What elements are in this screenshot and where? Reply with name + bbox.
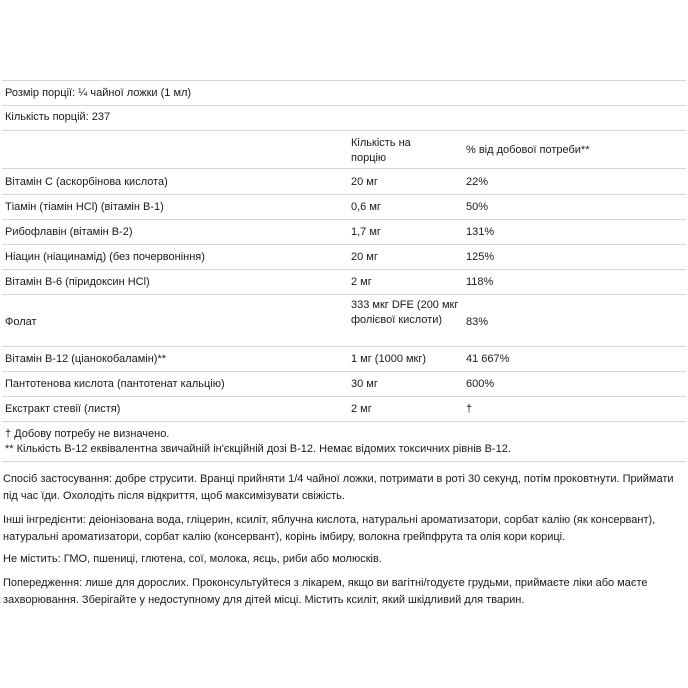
nutrient-dv: 131% — [466, 226, 495, 238]
nutrient-dv: † — [466, 403, 473, 415]
nutrient-name: Рибофлавін (вітамін B-2) — [5, 226, 133, 238]
divider — [2, 346, 686, 347]
divider — [2, 269, 686, 270]
nutrient-amount: 20 мг — [351, 251, 378, 263]
divider — [2, 421, 686, 422]
divider — [2, 371, 686, 372]
nutrient-name: Тіамін (тіамін HCl) (вітамін B-1) — [5, 201, 164, 213]
divider — [2, 219, 686, 220]
servings-count: Кількість порцій: 237 — [5, 111, 111, 123]
divider — [2, 80, 686, 81]
nutrient-name: Пантотенова кислота (пантотенат кальцію) — [5, 378, 225, 390]
nutrient-name: Ніацин (ніацинамід) (без почервоніння) — [5, 251, 205, 263]
nutrient-dv: 22% — [466, 176, 489, 188]
nutrient-dv: 118% — [466, 276, 494, 288]
nutrient-name: Фолат — [5, 316, 37, 328]
divider — [2, 105, 686, 106]
nutrient-name: Вітамін B-12 (ціанокобаламін)** — [5, 353, 167, 365]
free-of-text: Не містить: ГМО, пшениці, глютена, сої, молока, яєць, риби або молюсків. — [3, 553, 382, 565]
nutrient-name: Екстракт стевії (листя) — [5, 403, 121, 415]
nutrient-name: Вітамін B-6 (піридоксин HCl) — [5, 276, 150, 288]
nutrient-dv: 600% — [466, 378, 495, 390]
divider — [2, 194, 686, 195]
nutrient-amount: 2 мг — [351, 403, 372, 415]
other-ingredients-text: Інші інгредієнти: деіонізована вода, гліцерин, ксиліт, яблучна кислота, натуральні ароматизатори, сорбат калію (як консервант), натуральні ароматизатори, сорбат калію (консервант), корінь імбиру, волокна грейпфрута та олія кори кориці. — [3, 514, 656, 543]
footnote-dagger: † Добову потребу не визначено. — [5, 428, 170, 440]
column-header-dv: % від добової потреби** — [466, 144, 590, 156]
nutrient-amount: 30 мг — [351, 378, 378, 390]
column-header-amount: Кількість на порцію — [351, 137, 411, 164]
divider — [2, 244, 686, 245]
nutrient-dv: 83% — [466, 316, 489, 328]
nutrient-amount: 1,7 мг — [351, 226, 381, 238]
divider — [2, 461, 686, 462]
nutrient-amount: 333 мкг DFE (200 мкг фолієвої кислоти) — [351, 299, 459, 326]
nutrient-dv: 125% — [466, 251, 495, 263]
nutrient-amount: 2 мг — [351, 276, 372, 288]
nutrient-name: Вітамін С (аскорбінова кислота) — [5, 176, 168, 188]
divider — [2, 130, 686, 131]
nutrient-dv: 41 667% — [466, 353, 510, 365]
nutrient-amount: 0,6 мг — [351, 201, 381, 213]
warnings-text: Попередження: лише для дорослих. Проконсультуйтеся з лікарем, якщо ви вагітні/годуєте грудьми, приймаєте ліки або маєте захворювання. Зберігайте у недоступному для дітей місці. Містить ксиліт, який шкідливий для тварин. — [3, 577, 648, 606]
footnote-b12: ** Кількість B-12 еквівалентна звичайній ін'єкційній дозі B-12. Немає відомих токсичних рівнів B-12. — [5, 443, 511, 455]
nutrient-amount: 20 мг — [351, 176, 378, 188]
divider — [2, 396, 686, 397]
directions-text: Спосіб застосування: добре струсити. Вранці прийняти 1/4 чайної ложки, потримати в роті 30 секунд, потім проковтнути. Приймати під час їди. Охолодіть після відкриття, щоб максимізувати свіжість. — [3, 473, 674, 502]
divider — [2, 168, 686, 169]
nutrient-dv: 50% — [466, 201, 489, 213]
divider — [2, 294, 686, 295]
serving-size: Розмір порції: ¼ чайної ложки (1 мл) — [5, 87, 192, 99]
nutrient-amount: 1 мг (1000 мкг) — [351, 353, 427, 365]
